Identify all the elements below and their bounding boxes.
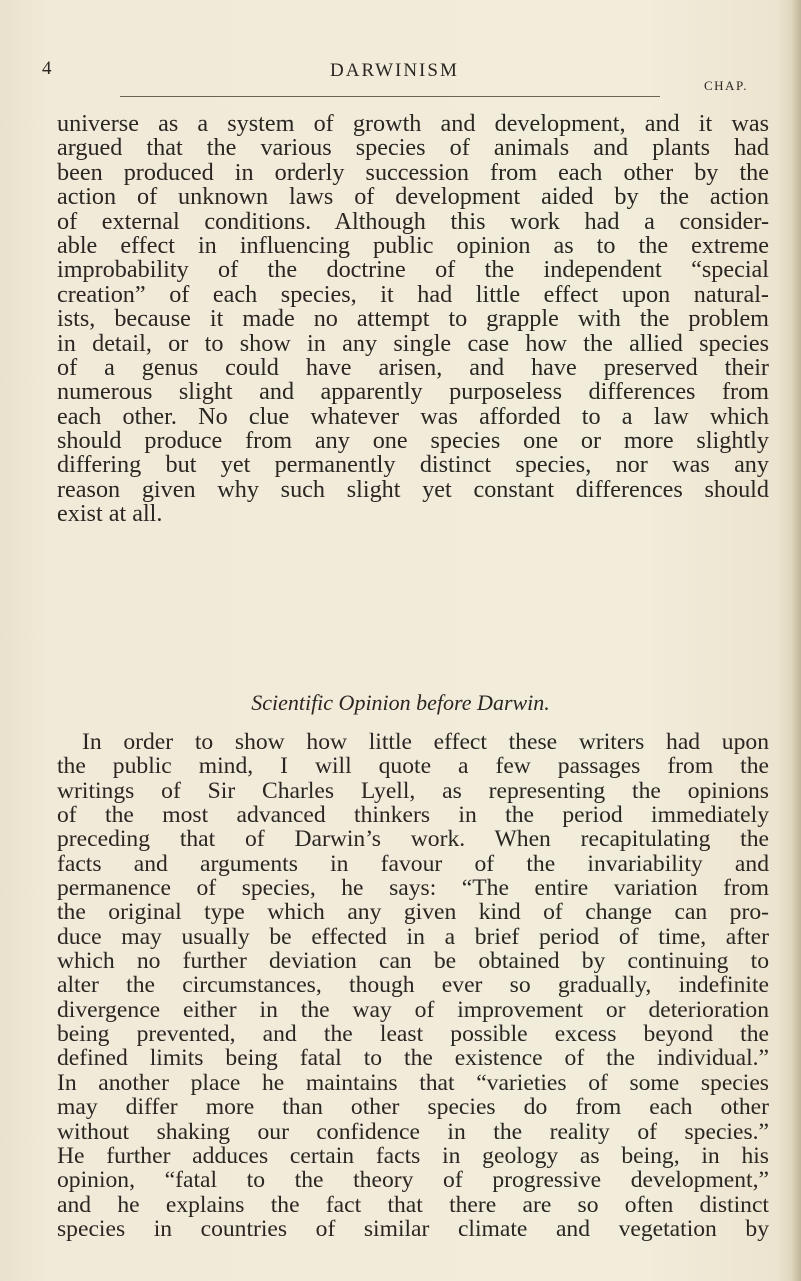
text-line: divergence either in the way of improvement or deterioration: [57, 996, 769, 1023]
text-line: the original type which any given kind of change can pro-: [57, 899, 769, 926]
running-title: DARWINISM: [330, 60, 459, 81]
text-line: In order to show how little effect these writers had upon: [82, 729, 769, 755]
text-line: He further adduces certain facts in geology as being, in his: [57, 1142, 769, 1169]
text-line: able effect in influencing public opinion as to the extreme: [57, 231, 769, 259]
section-heading: Scientific Opinion before Darwin.: [251, 690, 550, 715]
text-line: of a genus could have arisen, and have preserved their: [57, 353, 769, 381]
text-line: argued that the various species of animals and plants had: [57, 134, 769, 162]
header-rule: [120, 96, 660, 97]
paragraph-one: [57, 112, 769, 527]
text-line: facts and arguments in favour of the invariability and: [57, 850, 769, 877]
text-line: preceding that of Darwin’s work. When recapitulating the: [57, 826, 769, 853]
text-line: opinion, “fatal to the theory of progressive development,”: [57, 1167, 769, 1194]
text-line: and he explains the fact that there are so often distinct: [57, 1191, 769, 1218]
chapter-label: CHAP.: [704, 78, 748, 93]
text-line: may differ more than other species do from each other: [57, 1094, 769, 1121]
text-line: improbability of the doctrine of the independent “special: [57, 256, 769, 284]
text-line: alter the circumstances, though ever so gradually, indefinite: [57, 972, 769, 999]
page-number: 4: [42, 58, 52, 79]
text-line: numerous slight and apparently purposeless differences from: [57, 378, 769, 406]
text-line: creation” of each species, it had little effect upon natural-: [57, 280, 769, 308]
text-line: which no further deviation can be obtained by continuing to: [57, 948, 769, 975]
text-line: defined limits being fatal to the existence of the individual.”: [57, 1045, 769, 1072]
text-line: permanence of species, he says: “The entire variation from: [57, 875, 769, 902]
text-line: of the most advanced thinkers in the period immediately: [57, 802, 769, 829]
text-line: exist at all.: [57, 500, 163, 528]
text-line: being prevented, and the least possible excess beyond the: [57, 1021, 769, 1048]
text-line: in detail, or to show in any single case how the allied species: [57, 329, 769, 357]
text-line: universe as a system of growth and development, and it was: [57, 110, 769, 137]
text-line: should produce from any one species one or more slightly: [57, 427, 769, 455]
text-line: of external conditions. Although this work had a consider-: [57, 207, 769, 235]
text-line: been produced in orderly succession from each other by the: [57, 158, 769, 186]
text-line: the public mind, I will quote a few passages from the: [57, 753, 769, 780]
text-line: duce may usually be effected in a brief period of time, after: [57, 923, 769, 950]
text-line: In another place he maintains that “varieties of some species: [57, 1069, 769, 1096]
text-line: differing but yet permanently distinct species, nor was any: [57, 451, 769, 479]
text-line: reason given why such slight yet constant differences should: [57, 475, 769, 503]
page-edge-shadow: [791, 0, 801, 1281]
text-line: each other. No clue whatever was afforded to a law which: [57, 402, 769, 430]
text-line: species in countries of similar climate and vegetation by: [57, 1215, 769, 1242]
text-line: ists, because it made no attempt to grapple with the problem: [57, 305, 769, 333]
text-line: action of unknown laws of development aided by the action: [57, 183, 769, 211]
text-line: writings of Sir Charles Lyell, as representing the opinions: [57, 777, 769, 804]
text-line: without shaking our confidence in the reality of species.”: [57, 1118, 769, 1145]
paragraph-two: [57, 730, 769, 1241]
